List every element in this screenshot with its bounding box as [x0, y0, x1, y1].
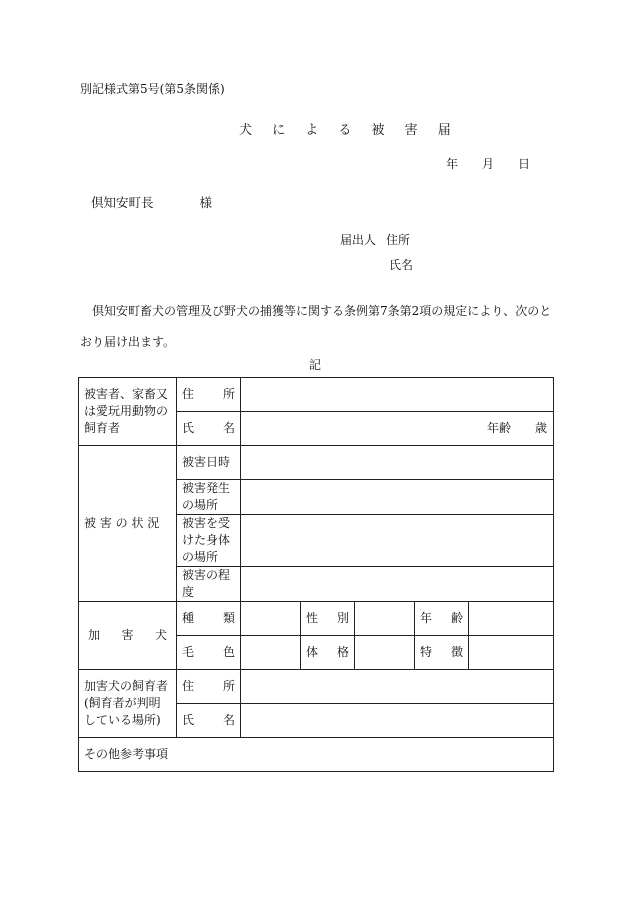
dog-feature-field[interactable] [469, 636, 554, 670]
dog-owner-category: 加害犬の飼育者(飼育者が判明している場所) [79, 670, 177, 738]
dog-kind-label: 種 類 [177, 602, 241, 636]
damage-place-label: 被害発生の場所 [177, 480, 241, 515]
table-row [79, 378, 554, 412]
dog-age-field[interactable] [469, 602, 554, 636]
applicant-address-label: 住所 [386, 233, 411, 247]
dog-build-label: 体 格 [301, 636, 355, 670]
table-row [79, 446, 554, 480]
dog-color-label: 毛 色 [177, 636, 241, 670]
date-day: 日 [518, 157, 531, 171]
dog-owner-name-field[interactable] [241, 704, 554, 738]
other-notes-label: その他参考事項 [84, 747, 169, 761]
addressee [91, 193, 212, 211]
damage-place-field[interactable] [241, 480, 554, 515]
form-id: 別記様式第5号(第5条関係) [80, 82, 225, 96]
applicant-name-label: 氏名 [389, 258, 414, 272]
dog-category: 加 害 犬 [79, 602, 177, 670]
document-title: 犬 に よ る 被 害 届 [239, 123, 459, 138]
applicant-label: 届出人 [340, 233, 377, 247]
dog-color-field[interactable] [241, 636, 301, 670]
date-month: 月 [482, 157, 495, 171]
damage-date-label: 被害日時 [177, 446, 241, 480]
damage-category: 被 害 の 状 況 [79, 446, 177, 602]
dog-kind-field[interactable] [241, 602, 301, 636]
date-year: 年 [446, 157, 459, 171]
dog-sex-field[interactable] [355, 602, 415, 636]
table-row [79, 738, 554, 772]
date-line [446, 155, 530, 172]
table-row [79, 602, 554, 636]
owner-name-field[interactable] [241, 412, 554, 446]
addressee-name: 倶知安町長 [91, 195, 154, 210]
damage-body-place-label: 被害を受けた身体の場所 [177, 515, 241, 567]
damage-body-place-field[interactable] [241, 515, 554, 567]
applicant-line [340, 231, 410, 248]
report-table [78, 377, 554, 772]
owner-address-label: 住 所 [177, 378, 241, 412]
dog-owner-address-field[interactable] [241, 670, 554, 704]
dog-build-field[interactable] [355, 636, 415, 670]
ki-mark: 記 [309, 358, 322, 372]
dog-owner-address-label: 住 所 [177, 670, 241, 704]
age-label: 年齢 [487, 421, 512, 435]
dog-owner-name-label: 氏 名 [177, 704, 241, 738]
addressee-suffix: 様 [199, 195, 213, 210]
damage-degree-field[interactable] [241, 567, 554, 602]
dog-age-label: 年 齢 [415, 602, 469, 636]
dog-feature-label: 特 徴 [415, 636, 469, 670]
other-notes-field[interactable] [79, 738, 554, 772]
age-unit: 歳 [535, 421, 548, 435]
body-text: 倶知安町畜犬の管理及び野犬の捕獲等に関する条例第7条第2項の規定により、次のとおり届け出ます。 [80, 304, 552, 349]
damage-date-field[interactable] [241, 446, 554, 480]
owner-address-field[interactable] [241, 378, 554, 412]
dog-sex-label: 性 別 [301, 602, 355, 636]
owner-category: 被害者、家畜又は愛玩用動物の飼育者 [79, 378, 177, 446]
damage-degree-label: 被害の程度 [177, 567, 241, 602]
table-row [79, 670, 554, 704]
owner-name-label: 氏 名 [177, 412, 241, 446]
